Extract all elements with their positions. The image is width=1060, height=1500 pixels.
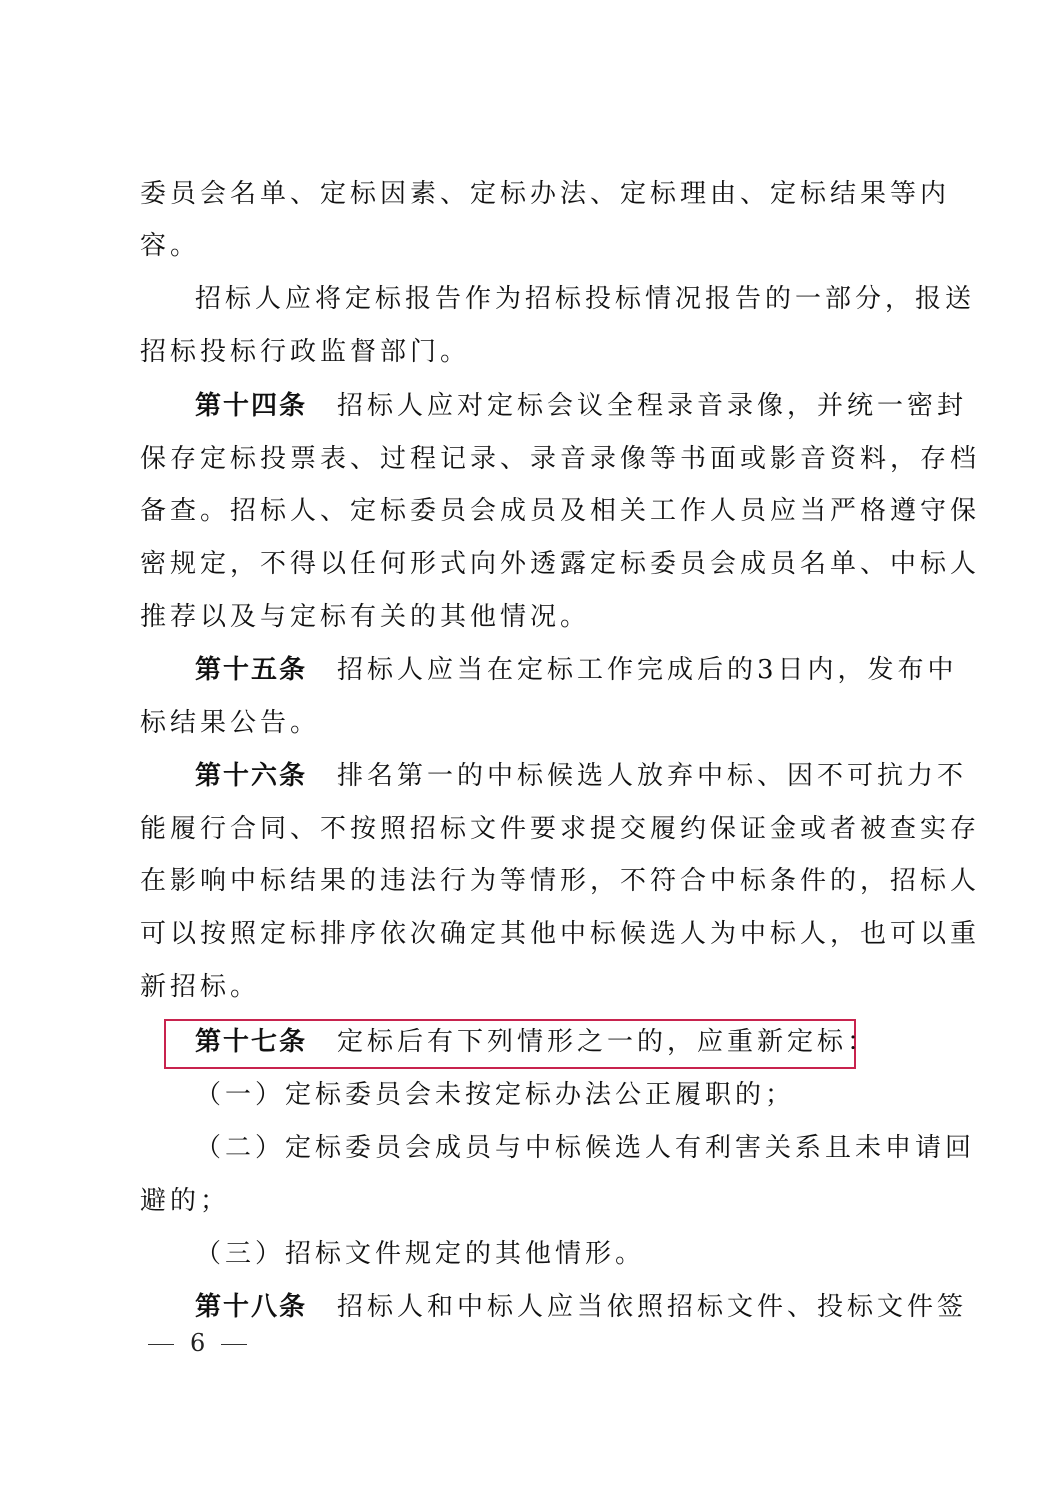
paragraph-text: 招标人应对定标会议全程录音录像，并统一密封 — [337, 391, 968, 421]
page-number-value: 6 — [190, 1329, 206, 1357]
article-16-first-line — [195, 756, 968, 796]
article-14-label: 第十四条 — [195, 391, 308, 421]
paragraph-line: 备查。招标人、定标委员会成员及相关工作人员应当严格遵守保 — [140, 496, 981, 526]
paragraph-line: 标结果公告。 — [140, 708, 321, 738]
article-18-first-line — [195, 1287, 968, 1327]
paragraph-line: 在影响中标结果的违法行为等情形，不符合中标条件的，招标人 — [140, 866, 981, 896]
article-17-first-line — [195, 1022, 920, 1062]
paragraph-line: 可以按照定标排序依次确定其他中标候选人为中标人，也可以重 — [140, 919, 981, 949]
article-18-label: 第十八条 — [195, 1292, 308, 1322]
paragraph-text: 招标人和中标人应当依照招标文件、投标文件签 — [337, 1292, 968, 1322]
paragraph-line: 避的； — [140, 1186, 231, 1216]
list-item-3: （三）招标文件规定的其他情形。 — [195, 1239, 646, 1269]
article-16-label: 第十六条 — [195, 761, 308, 791]
list-item-2: （二）定标委员会成员与中标候选人有利害关系且未申请回 — [195, 1133, 976, 1163]
paragraph-line: 招标人应将定标报告作为招标投标情况报告的一部分，报送 — [195, 284, 976, 314]
page-number-dash-left — [148, 1344, 174, 1345]
page-number — [148, 1326, 258, 1360]
article-14-first-line — [195, 386, 968, 426]
paragraph-line: 能履行合同、不按照招标文件要求提交履约保证金或者被查实存 — [140, 814, 981, 844]
article-15-first-line — [195, 650, 958, 690]
article-17-label: 第十七条 — [195, 1027, 308, 1057]
article-15-label: 第十五条 — [195, 655, 308, 685]
paragraph-line: 新招标。 — [140, 972, 261, 1002]
paragraph-line: 密规定，不得以任何形式向外透露定标委员会成员名单、中标人 — [140, 549, 981, 579]
list-item-1: （一）定标委员会未按定标办法公正履职的； — [195, 1080, 796, 1110]
paragraph-text: 定标后有下列情形之一的，应重新定标： — [337, 1027, 878, 1057]
paragraph-line: 保存定标投票表、过程记录、录音录像等书面或影音资料，存档 — [140, 444, 981, 474]
paragraph-text: 排名第一的中标候选人放弃中标、因不可抗力不 — [337, 761, 968, 791]
paragraph-text: 招标人应当在定标工作完成后的3日内，发布中 — [337, 655, 958, 685]
paragraph-line: 容。 — [140, 231, 201, 261]
paragraph-line: 委员会名单、定标因素、定标办法、定标理由、定标结果等内 — [140, 179, 951, 209]
page-number-dash-right — [221, 1344, 247, 1345]
paragraph-line: 推荐以及与定标有关的其他情况。 — [140, 602, 591, 632]
paragraph-line: 招标投标行政监督部门。 — [140, 337, 471, 367]
